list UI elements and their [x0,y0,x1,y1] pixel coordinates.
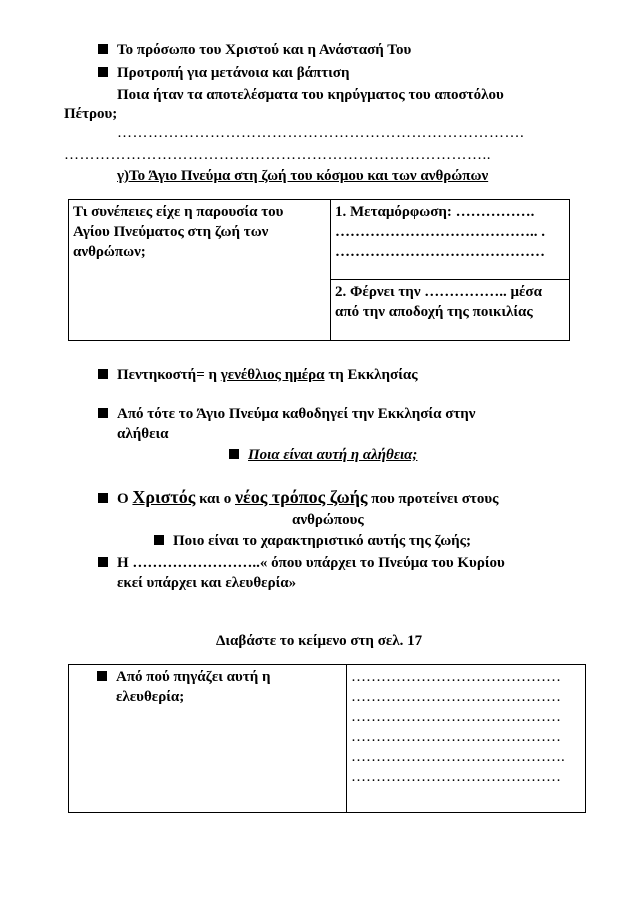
answer-blank: ……………………………………………………………………….. [64,147,491,163]
square-bullet-icon [98,493,108,503]
list-item-continuation: αλήθεια [117,426,169,442]
list-item: Προτροπή για μετάνοια και βάπτιση [98,64,350,83]
list-item: Πεντηκοστή= η γενέθλιος ημέρα τη Εκκλησίας [98,366,418,385]
square-bullet-icon [98,67,108,77]
square-bullet-icon [154,535,164,545]
list-item-continuation: εκεί υπάρχει και ελευθερία» [117,575,297,591]
question-text: Πέτρου; [64,106,118,122]
freedom-table [68,664,586,813]
list-item: Από τότε το Άγιο Πνεύμα καθοδηγεί την Εκκλησία στην [98,405,476,424]
square-bullet-icon [97,671,107,681]
question-text: Ποια ήταν τα αποτελέσματα του κηρύγματος του αποστόλου [117,87,504,103]
list-item: Από πού πηγάζει αυτή η [97,667,342,687]
question-cell: Τι συνέπειες είχε η παρουσία του Αγίου Πνεύματος στη ζωή των ανθρώπων; [69,200,331,341]
section-heading: γ)Το Άγιο Πνεύμα στη ζωή του κόσμου και των ανθρώπων [117,168,489,184]
square-bullet-icon [98,44,108,54]
list-item: Η ……………………..« όπου υπάρχει το Πνεύμα του Κυρίου [98,554,505,573]
answer-cell: …………………………………… …………………………………… …………………………………… …………………………………… ……………………………………. …………………………………… [347,665,586,813]
answer-cell: 1. Μεταμόρφωση: ……………. ………………………………….. . …………………………………… [331,200,570,280]
square-bullet-icon [229,449,239,459]
list-item-continuation: ανθρώπους [292,512,364,528]
list-item: Ο Χριστός και ο νέος τρόπος ζωής που προτείνει στους [98,488,498,509]
reading-instruction: Διαβάστε το κείμενο στη σελ. 17 [216,633,423,649]
question-cell: Από πού πηγάζει αυτή η ελευθερία; [69,665,347,813]
answer-blank: ……………………………………………………………………. [117,125,525,141]
square-bullet-icon [98,369,108,379]
list-item: Το πρόσωπο του Χριστού και η Ανάστασή Του [98,41,411,60]
square-bullet-icon [98,408,108,418]
list-item: Ποιο είναι το χαρακτηριστικό αυτής της ζωής; [154,532,471,551]
square-bullet-icon [98,557,108,567]
answer-cell: 2. Φέρνει την …………….. μέσα από την αποδοχή της ποικιλίας [331,279,570,340]
list-item: Ποια είναι αυτή η αλήθεια; [229,446,417,465]
consequences-table [68,199,570,341]
